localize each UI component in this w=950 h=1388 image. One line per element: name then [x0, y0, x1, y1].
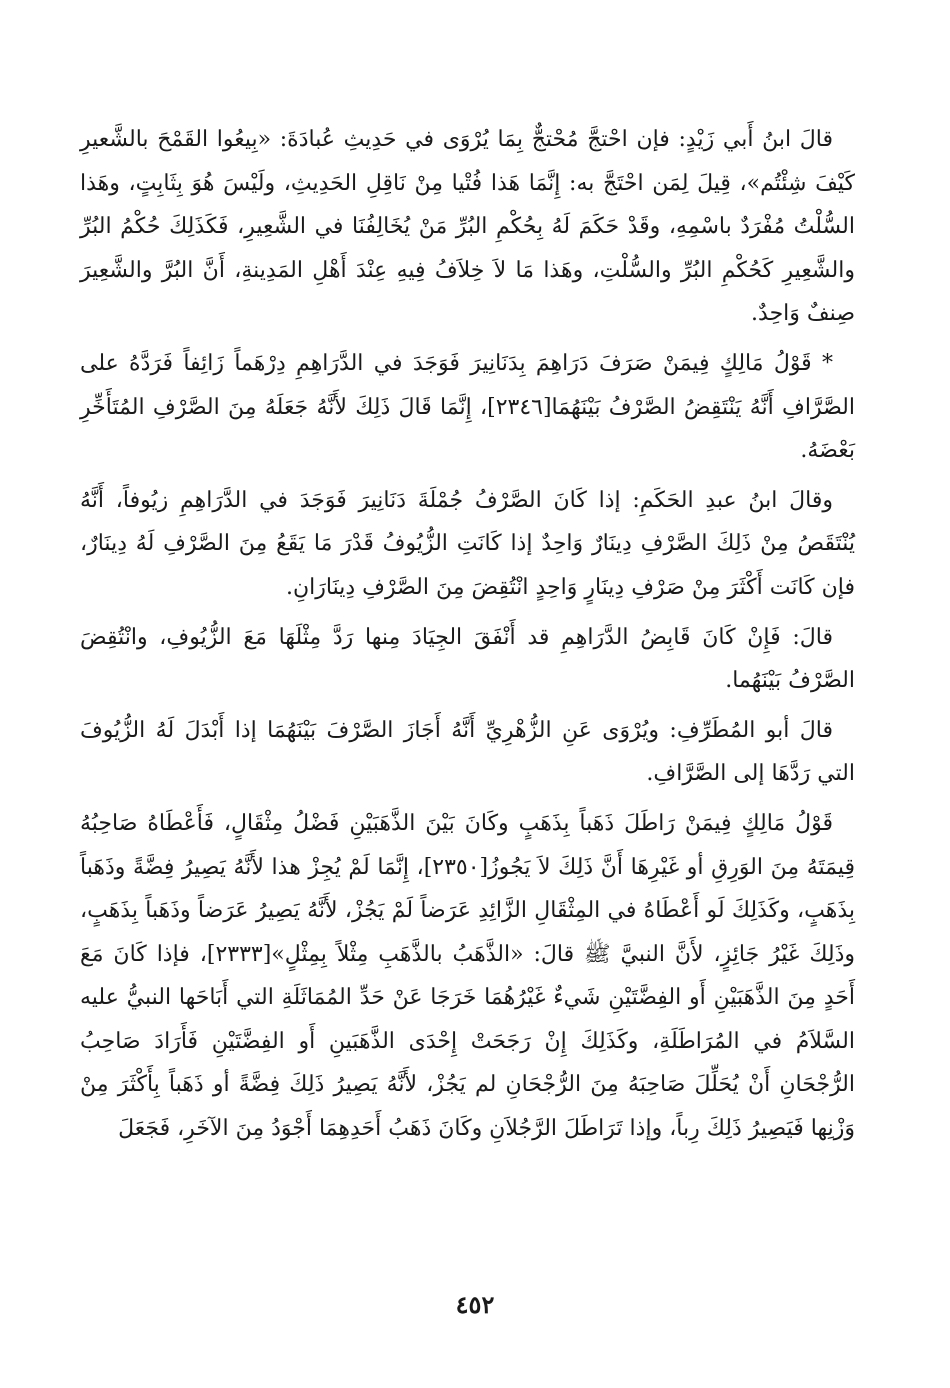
paragraph: وقالَ ابنُ عبدِ الحَكَمِ: إذا كَانَ الصَّرْفُ جُمْلَةَ دَنَانِيرَ فَوَجَدَ في الدَّرَاهِمِ زيُوفاً، أَنَّهُ يُنْتَقَصُ مِنْ ذَلِكَ الصَّرْفِ دِينَارٌ وَاحِدٌ إذا كَانَتِ الزُّيُوفُ قَدْرَ مَا يَقَعُ مِنَ الصَّرْفِ لَهُ دِينَارٌ، فإن كَانَت أَكْثَرَ مِنْ صَرْفِ دِينَارٍ وَاحِدٍ انْتُقِضَ مِنَ الصَّرْفِ دِينَارَانِ.	[80, 487, 855, 600]
paragraph: قالَ: فَإِنْ كَانَ قَابِضُ الدَّرَاهِمِ قد أَنْفَقَ الجِيَادَ مِنها رَدَّ مِثْلَهَا مَعَ الزُّيُوفِ، وانْتُقِضَ الصَّرْفُ بَيْنَهُما.	[80, 624, 855, 694]
paragraph: قَوْلُ مَالِكٍ فِيمَنْ رَاطَلَ ذَهَباً بِذَهَبٍ وكَانَ بَيْنَ الذَّهَبَيْنِ فَضْلُ مِثْقَالٍ، فَأَعْطَاهُ صَاحِبُهُ قِيمَتَهُ مِنَ الوَرِقِ أو غَيْرِهَا أَنَّ ذَلِكَ لاَ يَجُوزُ[٢٣٥٠]، إِنَّمَا لَمْ يُجِزْ هذا لأَنَّهُ يَصِيرُ فِضَّةً وذَهَباً بِذَهَبٍ، وكَذَلِكَ لَو أَعْطَاهُ في المِثْقَالِ الزَّائِدِ عَرَضاً لَمْ يَجُزْ، لأَنَّهُ يَصِيرُ عَرَضاً وذَهَباً بِذَهَبٍ، وذَلِكَ غَيْرُ جَائِزٍ، لأَنَّ النبيَّ ﷺ قالَ: «الذَّهَبُ بالذَّهَبِ مِثْلاً بِمِثْلٍ»[٢٣٣٣]، فإذا كَانَ مَعَ أَحَدٍ مِنَ الذَّهَبَيْنِ أَو الفِضَّتَيْنِ شَيءٌ غَيْرُهُمَا خَرَجَا عَنْ حَدِّ المُمَاثَلَةِ التي أَبَاحَها النبيُّ عليه السَّلاَمُ في المُرَاطَلَةِ، وكَذَلِكَ إِنْ رَجَحَتْ إِحْدَى الذَّهَبَينِ أَو الفِضَّتَيْنِ فَأَرَادَ صَاحِبُ الرُّجْحَانِ أَنْ يُحَلِّلَ صَاحِبَهُ مِنَ الرُّجْحَانِ لم يَجُزْ، لأَنَّهُ يَصِيرُ ذَلِكَ فِضَّةً أو ذَهَباً بِأَكْثَرَ مِنْ وَزْنِها فَيَصِيرُ ذَلِكَ رِباً، وإذا تَرَاطَلَ الرَّجُلاَنِ وكَانَ ذَهَبُ أَحَدِهِمَا أَجْوَدُ مِنَ الآخَرِ، فَجَعَلَ	[80, 810, 855, 1142]
paragraph: * قَوْلُ مَالِكٍ فِيمَنْ صَرَفَ دَرَاهِمَ بِدَنَانِيرَ فَوَجَدَ في الدَّرَاهِمِ دِرْهَماً زَائِفاً فَرَدَّهُ على الصَّرَّافِ أَنَّهُ يَنْتَقِضُ الصَّرْفُ بَيْنَهُمَا[٢٣٤٦]، إِنَّمَا قَالَ ذَلِكَ لأَنَّهُ جَعَلَهُ مِنَ الصَّرْفِ المُتَأَخِّرِ بَعْضَهُ.	[80, 350, 855, 464]
paragraph: قالَ أبو المُطَرِّفِ: ويُرْوَى عَنِ الزُّهْرِيِّ أَنَّهُ أَجَازَ الصَّرْفَ بَيْنَهُمَا إذا أَبْدَلَ لَهُ الزُّيُوفَ التي رَدَّهَا إلى الصَّرَّافِ.	[80, 717, 855, 787]
page-number: ٤٥٢	[455, 1290, 495, 1319]
paragraph: قالَ ابنُ أَبي زَيْدٍ: فإن احْتجَّ مُحْتجٌّ بِمَا يُرْوَى في حَدِيثِ عُبادَةَ: «بِيعُوا القَمْحَ بالشَّعيرِ كَيْفَ شِئْتُم»، قِيلَ لِمَن احْتَجَّ به: إِنَّمَا هَذا فُتْيا مِنْ نَاقِلِ الحَدِيثِ، ولَيْسَ هُوَ بِثَابِتٍ، وهَذا السُّلْتُ مُفْرَدٌ باسْمِهِ، وقَدْ حَكَمَ لَهُ بِحُكْمِ البُرِّ مَنْ يُخَالِفُنَا في الشَّعِيرِ، فَكَذَلِكَ حُكْمُ البُرِّ والشَّعِيرِ كَحُكْمِ البُرِّ والسُّلْتِ، وهَذا مَا لاَ خِلاَفُ فِيهِ عِنْدَ أَهْلِ المَدِينةِ، أَنَّ البُرَّ والشَّعِيرَ صِنفٌ وَاحِدٌ.	[80, 127, 855, 327]
page-text	[80, 118, 855, 1157]
